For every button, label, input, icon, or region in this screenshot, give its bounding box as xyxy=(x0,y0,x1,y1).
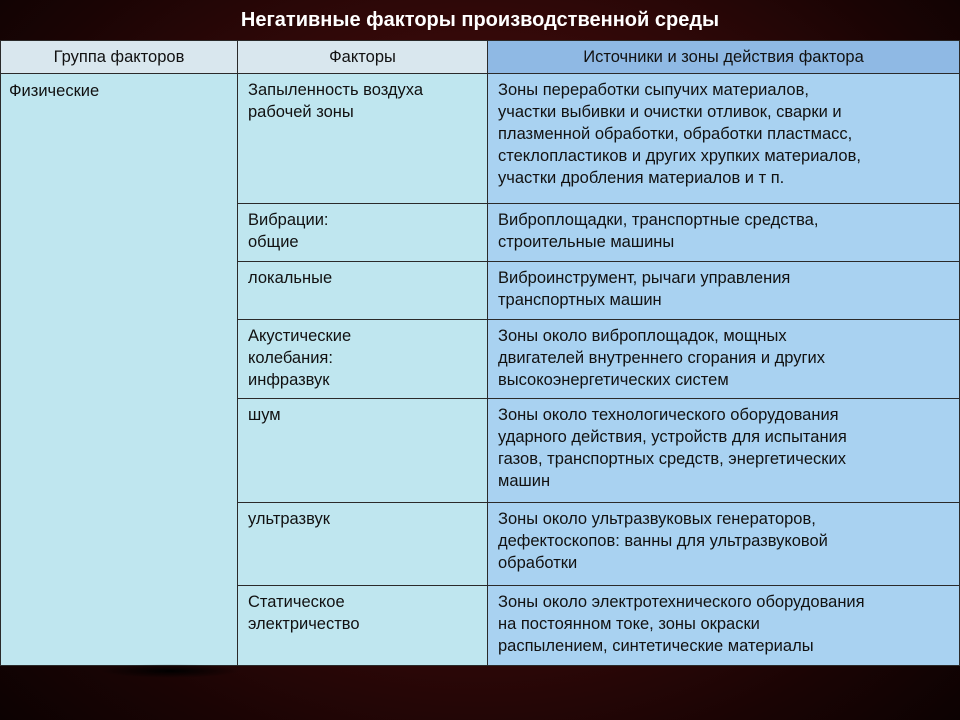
source-text-line: Зоны переработки сыпучих материалов, xyxy=(498,81,809,99)
factor-cell xyxy=(238,320,488,399)
source-text-line: стеклопластиков и других хрупких материалов, xyxy=(498,147,861,165)
source-text-line: участки выбивки и очистки отливок, сварки и xyxy=(498,103,842,121)
factor-text-line: общие xyxy=(248,233,299,251)
factor-text-line: Статическое xyxy=(248,593,345,611)
slide-title: Негативные факторы производственной среды xyxy=(240,8,720,31)
source-text-line: дефектоскопов: ванны для ультразвуковой xyxy=(498,532,828,550)
source-text-line: ударного действия, устройств для испытания xyxy=(498,428,847,446)
group-cell: Физические xyxy=(1,74,238,666)
source-cell xyxy=(488,74,960,204)
factor-text-line: Вибрации: xyxy=(248,211,329,229)
source-text-line: высокоэнергетических систем xyxy=(498,371,729,389)
source-text-line: Зоны около электротехнического оборудования xyxy=(498,593,865,611)
factors-table xyxy=(0,40,960,666)
source-cell xyxy=(488,586,960,666)
factor-text-line: Запыленность воздуха xyxy=(248,81,424,99)
source-cell xyxy=(488,399,960,503)
factor-text-line: шум xyxy=(248,406,281,424)
source-text-line: Зоны около ультразвуковых генераторов, xyxy=(498,510,816,528)
factor-text-line: Акустические xyxy=(248,327,352,345)
header-row xyxy=(1,41,960,74)
source-text-line: плазменной обработки, обработки пластмасс, xyxy=(498,125,853,143)
factor-text-line: рабочей зоны xyxy=(248,103,354,121)
source-cell xyxy=(488,262,960,320)
source-text-line: транспортных машин xyxy=(498,291,662,309)
factor-text-line: локальные xyxy=(248,269,333,287)
header-sources: Источники и зоны действия фактора xyxy=(488,41,960,74)
table-body xyxy=(1,74,960,666)
factor-text-line: инфразвук xyxy=(248,371,330,389)
source-text-line: Зоны около технологического оборудования xyxy=(498,406,839,424)
factor-cell xyxy=(238,586,488,666)
source-text-line: строительные машины xyxy=(498,233,675,251)
source-text-line: обработки xyxy=(498,554,578,572)
source-text-line: Виброинструмент, рычаги управления xyxy=(498,269,791,287)
factor-text-line: колебания: xyxy=(248,349,333,367)
shadow-decoration xyxy=(100,664,240,678)
factor-cell xyxy=(238,503,488,586)
source-text-line: распылением, синтетические материалы xyxy=(498,637,814,655)
source-cell xyxy=(488,204,960,262)
factor-cell xyxy=(238,399,488,503)
source-text-line: Виброплощадки, транспортные средства, xyxy=(498,211,819,229)
factor-cell xyxy=(238,74,488,204)
factor-cell xyxy=(238,262,488,320)
source-text-line: на постоянном токе, зоны окраски xyxy=(498,615,760,633)
source-text-line: Зоны около виброплощадок, мощных xyxy=(498,327,787,345)
source-text-line: участки дробления материалов и т п. xyxy=(498,169,785,187)
source-text-line: газов, транспортных средств, энергетических xyxy=(498,450,846,468)
header-factors: Факторы xyxy=(238,41,488,74)
factor-text-line: электричество xyxy=(248,615,360,633)
source-cell xyxy=(488,503,960,586)
table-row xyxy=(1,74,960,204)
source-text-line: двигателей внутреннего сгорания и других xyxy=(498,349,825,367)
factor-cell xyxy=(238,204,488,262)
header-group: Группа факторов xyxy=(1,41,238,74)
source-text-line: машин xyxy=(498,472,551,490)
source-cell xyxy=(488,320,960,399)
factor-text-line: ультразвук xyxy=(248,510,330,528)
